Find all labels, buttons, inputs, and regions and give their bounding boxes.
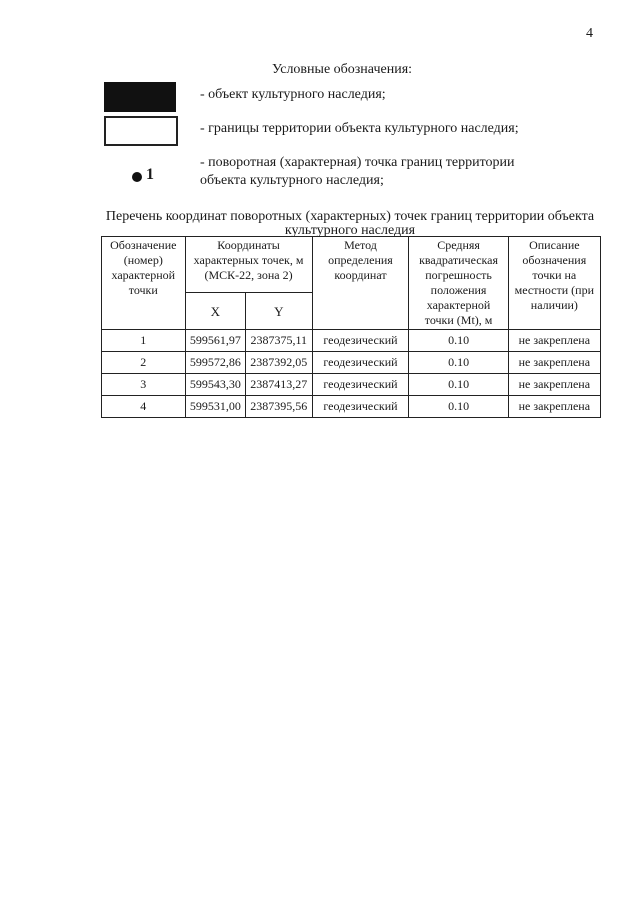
table-row — [102, 374, 601, 396]
header-description: Описание обозначения точки на местности (при наличии) — [508, 237, 600, 330]
boundary-swatch — [104, 116, 178, 146]
header-x: X — [185, 293, 245, 330]
cell-number: 4 — [102, 396, 186, 418]
cell-method: геодезический — [312, 396, 409, 418]
table-row — [102, 330, 601, 352]
cell-x: 599572,86 — [185, 352, 245, 374]
turning-point-symbol — [132, 166, 154, 184]
legend-title: Условные обозначения: — [272, 62, 413, 77]
cell-description: не закреплена — [508, 352, 600, 374]
point-dot-icon — [132, 172, 142, 182]
header-coordinates: Координаты характерных точек, м (МСК-22, зона 2) — [185, 237, 312, 293]
header-method: Метод определения координат — [312, 237, 409, 330]
legend-item-point: - поворотная (характерная) точка границ территории объекта культурного наследия; — [200, 155, 515, 188]
page-number: 4 — [586, 26, 593, 41]
cell-error: 0.10 — [409, 374, 508, 396]
header-y: Y — [246, 293, 312, 330]
cell-number: 2 — [102, 352, 186, 374]
cultural-object-swatch — [104, 82, 176, 112]
cell-description: не закреплена — [508, 374, 600, 396]
cell-method: геодезический — [312, 374, 409, 396]
cell-number: 3 — [102, 374, 186, 396]
point-symbol-label: 1 — [146, 166, 154, 183]
cell-y: 2387395,56 — [246, 396, 312, 418]
cell-x: 599531,00 — [185, 396, 245, 418]
cell-number: 1 — [102, 330, 186, 352]
cell-method: геодезический — [312, 330, 409, 352]
cell-y: 2387413,27 — [246, 374, 312, 396]
cell-error: 0.10 — [409, 352, 508, 374]
table-row — [102, 352, 601, 374]
cell-y: 2387375,11 — [246, 330, 312, 352]
cell-y: 2387392,05 — [246, 352, 312, 374]
legend-item-boundary: - границы территории объекта культурного наследия; — [200, 121, 519, 136]
legend-item-object: - объект культурного наследия; — [200, 87, 386, 102]
table-row — [102, 396, 601, 418]
cell-error: 0.10 — [409, 396, 508, 418]
header-error: Средняя квадратическая погрешность положения характерной точки (Mt), м — [409, 237, 508, 330]
header-designation: Обозначение (номер) характерной точки — [102, 237, 186, 330]
coordinates-table — [101, 236, 601, 418]
cell-x: 599543,30 — [185, 374, 245, 396]
cell-description: не закреплена — [508, 396, 600, 418]
cell-error: 0.10 — [409, 330, 508, 352]
cell-description: не закреплена — [508, 330, 600, 352]
cell-x: 599561,97 — [185, 330, 245, 352]
table-title: Перечень координат поворотных (характерных) точек границ территории объекта культурного наследия — [105, 209, 595, 238]
cell-method: геодезический — [312, 352, 409, 374]
